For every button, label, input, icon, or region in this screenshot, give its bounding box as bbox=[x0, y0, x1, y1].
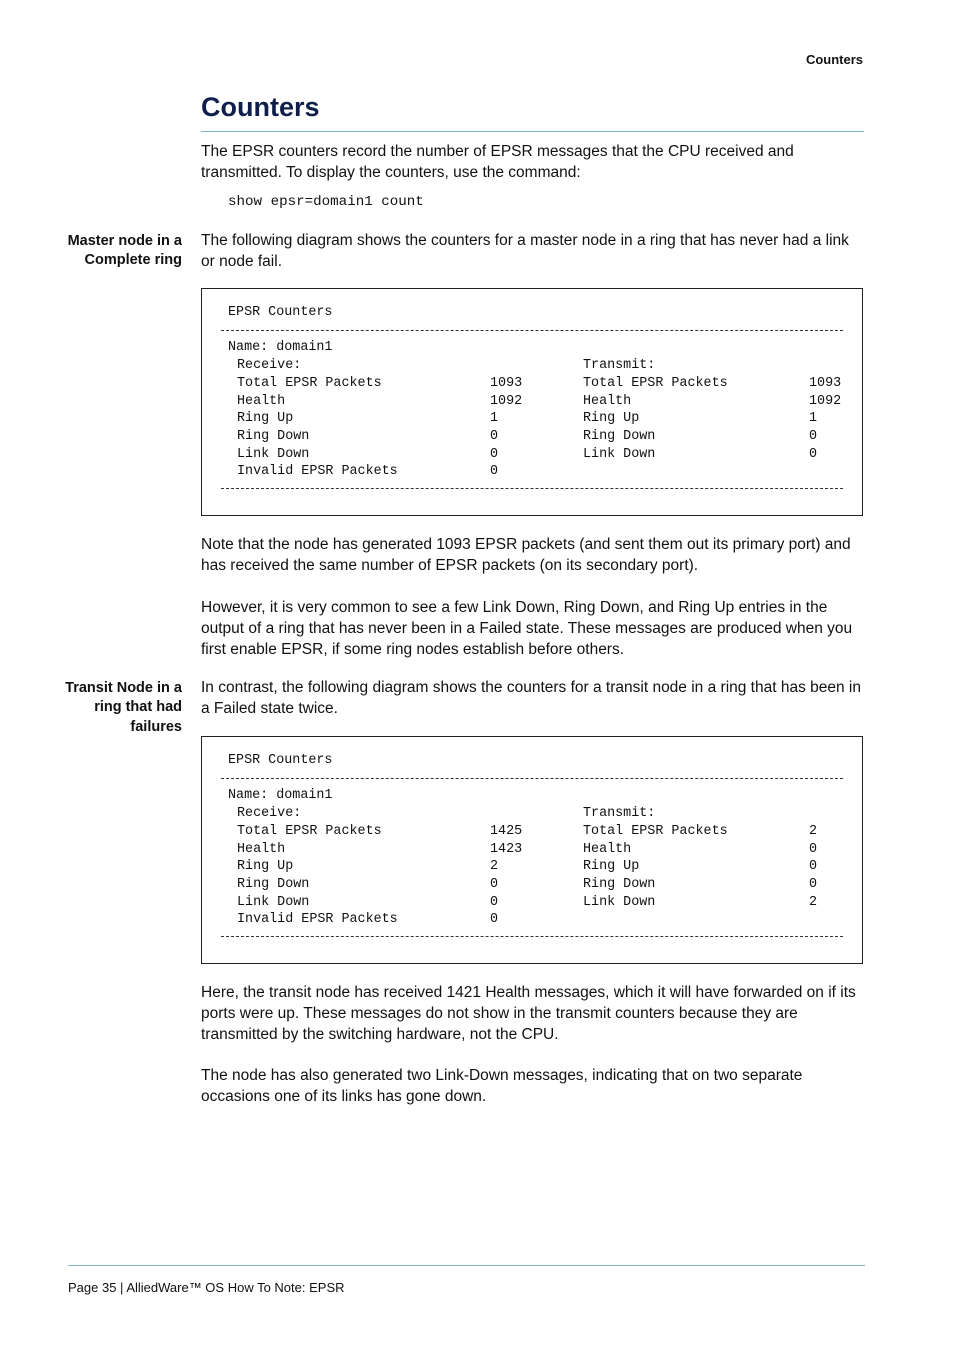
transmit-label: Ring Up bbox=[583, 411, 640, 426]
name-line: Name: domain1 bbox=[228, 340, 333, 355]
transmit-header: Transmit: bbox=[583, 806, 656, 821]
receive-value: 0 bbox=[490, 447, 499, 462]
master-however-paragraph: However, it is very common to see a few Link Down, Ring Down, and Ring Up entries in the output of a ring that has never been in a Failed state. These messages are produced when you first enable EPSR, if some ring nodes establish before others. bbox=[201, 599, 853, 658]
transmit-label: Ring Down bbox=[583, 877, 656, 892]
transmit-value: 0 bbox=[809, 842, 818, 857]
transmit-label: Health bbox=[583, 842, 632, 857]
receive-value: 2 bbox=[490, 859, 499, 874]
side-heading-transit-node: Transit Node in a ring that had failures bbox=[65, 680, 182, 735]
master-node-lead-paragraph: The following diagram shows the counters for a master node in a ring that has never had a link or node fail. bbox=[201, 232, 849, 270]
transmit-value: 1092 bbox=[809, 394, 842, 409]
transmit-value: 0 bbox=[809, 447, 818, 462]
receive-label: Health bbox=[237, 394, 286, 409]
receive-label: Ring Down bbox=[237, 877, 310, 892]
transmit-value: 2 bbox=[809, 895, 818, 910]
intro-paragraph: The EPSR counters record the number of EPSR messages that the CPU received and transmitted. To display the counters, use the command: bbox=[201, 143, 794, 181]
transmit-header: Transmit: bbox=[583, 358, 656, 373]
transmit-label: Health bbox=[583, 394, 632, 409]
title-rule bbox=[201, 131, 864, 132]
receive-label: Link Down bbox=[237, 895, 310, 910]
transmit-value: 0 bbox=[809, 877, 818, 892]
receive-label: Total EPSR Packets bbox=[237, 376, 382, 391]
receive-value: 1 bbox=[490, 411, 499, 426]
panel-title: EPSR Counters bbox=[228, 753, 333, 768]
receive-label: Invalid EPSR Packets bbox=[237, 464, 398, 479]
transmit-value: 1093 bbox=[809, 376, 842, 391]
transmit-label: Ring Down bbox=[583, 429, 656, 444]
dashed-rule-top bbox=[221, 778, 843, 779]
side-heading-master-node: Master node in a Complete ring bbox=[67, 233, 182, 269]
transmit-label: Link Down bbox=[583, 447, 656, 462]
dashed-rule-bottom bbox=[221, 936, 843, 937]
page-title: Counters bbox=[201, 92, 320, 122]
receive-label: Ring Up bbox=[237, 859, 294, 874]
footer-rule bbox=[68, 1265, 865, 1266]
receive-header: Receive: bbox=[237, 806, 302, 821]
transmit-value: 0 bbox=[809, 859, 818, 874]
page-footer: Page 35 | AlliedWare™ OS How To Note: EPSR bbox=[68, 1280, 345, 1295]
transmit-label: Ring Up bbox=[583, 859, 640, 874]
receive-header: Receive: bbox=[237, 358, 302, 373]
receive-label: Total EPSR Packets bbox=[237, 824, 382, 839]
panel-title: EPSR Counters bbox=[228, 305, 333, 320]
transit-node-counters-panel bbox=[201, 736, 863, 964]
running-head: Counters bbox=[805, 52, 863, 67]
receive-label: Link Down bbox=[237, 447, 310, 462]
transmit-value: 2 bbox=[809, 824, 818, 839]
transit-here-paragraph: Here, the transit node has received 1421 Health messages, which it will have forwarded on if its ports were up. These messages do not show in the transmit counters because they are transmitted by the switching hardware, not the CPU. bbox=[201, 984, 856, 1043]
receive-value: 0 bbox=[490, 912, 499, 927]
command-example: show epsr=domain1 count bbox=[228, 194, 424, 210]
master-node-counters-panel bbox=[201, 288, 863, 516]
receive-label: Ring Down bbox=[237, 429, 310, 444]
receive-value: 0 bbox=[490, 464, 499, 479]
transmit-value: 0 bbox=[809, 429, 818, 444]
transmit-label: Total EPSR Packets bbox=[583, 376, 728, 391]
transmit-value: 1 bbox=[809, 411, 818, 426]
receive-value: 1425 bbox=[490, 824, 523, 839]
transit-node-lead-paragraph: In contrast, the following diagram shows the counters for a transit node in a ring that has been in a Failed state twice. bbox=[201, 679, 861, 717]
receive-value: 1093 bbox=[490, 376, 523, 391]
transmit-label: Link Down bbox=[583, 895, 656, 910]
transmit-label: Total EPSR Packets bbox=[583, 824, 728, 839]
name-line: Name: domain1 bbox=[228, 788, 333, 803]
receive-value: 1092 bbox=[490, 394, 523, 409]
receive-value: 0 bbox=[490, 429, 499, 444]
receive-label: Ring Up bbox=[237, 411, 294, 426]
receive-value: 0 bbox=[490, 895, 499, 910]
receive-label: Health bbox=[237, 842, 286, 857]
receive-label: Invalid EPSR Packets bbox=[237, 912, 398, 927]
transit-link-down-paragraph: The node has also generated two Link-Down messages, indicating that on two separate occasions one of its links has gone down. bbox=[201, 1067, 803, 1105]
dashed-rule-bottom bbox=[221, 488, 843, 489]
master-note-paragraph: Note that the node has generated 1093 EPSR packets (and sent them out its primary port) and has received the same number of EPSR packets (on its secondary port). bbox=[201, 536, 851, 574]
receive-value: 0 bbox=[490, 877, 499, 892]
receive-value: 1423 bbox=[490, 842, 523, 857]
dashed-rule-top bbox=[221, 330, 843, 331]
